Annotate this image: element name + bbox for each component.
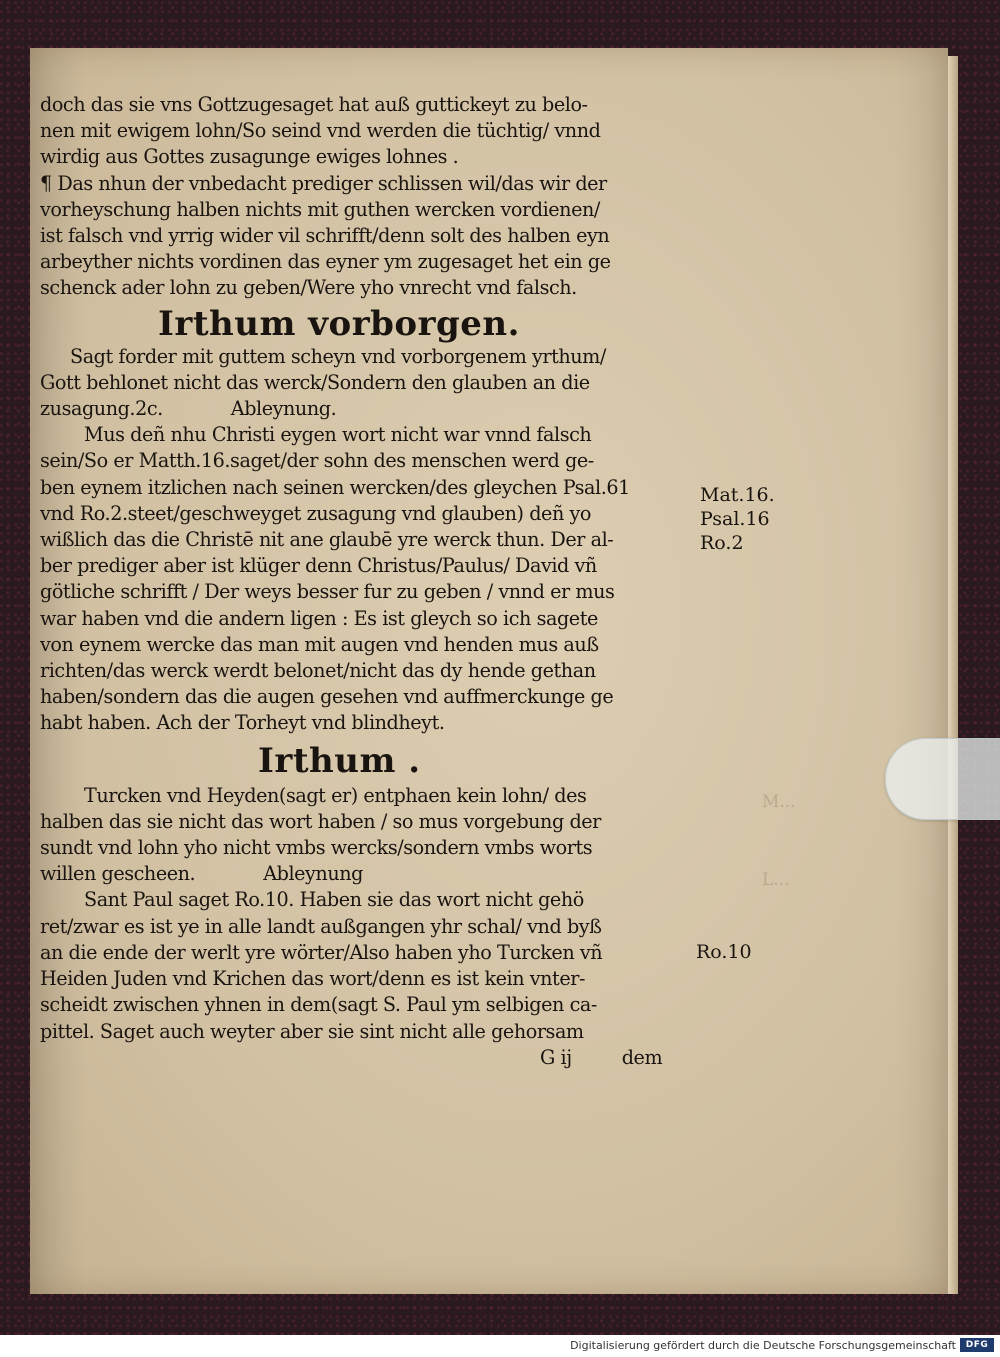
text-line: vnd Ro.2.steet/geschweyget zusagung vnd glauben) deñ yo	[40, 501, 591, 525]
text-line: götliche schrifft / Der weys besser fur zu geben / vnnd er mus	[40, 580, 615, 604]
text-line: Turcken vnd Heyden(sagt er) entphaen kein lohn/ des	[84, 783, 587, 807]
text-fragment: zusagung.2c.	[40, 397, 163, 421]
bleed-through-mark: M...	[762, 792, 796, 812]
section-heading: Irthum vorborgen.	[158, 303, 520, 344]
bleed-through-mark: L...	[762, 870, 790, 890]
text-line: Sagt forder mit guttem scheyn vnd vorborgenem yrthum/	[70, 344, 606, 368]
text-line: ret/zwar es ist ye in alle landt außgangen yhr schal/ vnd byß	[40, 914, 602, 938]
text-line: ¶ Das nhun der vnbedacht prediger schlissen wil/das wir der	[40, 171, 607, 195]
page-clip-tab	[885, 738, 1000, 820]
text-line: haben/sondern das die augen gesehen vnd auffmerckunge ge	[40, 685, 614, 709]
text-line: war haben vnd die andern ligen : Es ist gleych so ich sagete	[40, 606, 598, 630]
signature-mark: G ij	[540, 1045, 572, 1069]
text-line	[40, 396, 700, 422]
body-text	[40, 92, 700, 1071]
signature-line	[40, 1045, 700, 1071]
dfg-logo: DFG	[960, 1338, 994, 1352]
section-heading: Irthum .	[258, 740, 421, 781]
text-line: wirdig aus Gottes zusagunge ewiges lohnes .	[40, 145, 459, 169]
footer-bar	[0, 1335, 1000, 1357]
text-line: sein/So er Matth.16.saget/der sohn des menschen werd ge-	[40, 449, 594, 473]
text-line: halben das sie nicht das wort haben / so mus vorgebung der	[40, 809, 601, 833]
text-line: scheidt zwischen yhnen in dem(sagt S. Paul ym selbigen ca-	[40, 993, 597, 1017]
text-line: Heiden Juden vnd Krichen das wort/denn es ist kein vnter-	[40, 967, 585, 991]
text-fragment: willen gescheen.	[40, 862, 196, 886]
margin-note-line: Ro.2	[700, 532, 744, 554]
text-line: arbeyther nichts vordinen das eyner ym zugesaget het ein ge	[40, 250, 611, 274]
refutation-label: Ableynung	[263, 862, 363, 886]
margin-note: Ro.10	[696, 941, 752, 963]
text-line: habt haben. Ach der Torheyt vnd blindheyt.	[40, 711, 445, 735]
margin-note-line: Psal.16	[700, 508, 770, 530]
text-line: an die ende der werlt yre wörter/Also haben yho Turcken vñ	[40, 940, 603, 964]
text-line: wißlich das die Christē nit ane glaubē yre werck thun. Der al-	[40, 528, 614, 552]
margin-note-line: Mat.16.	[700, 484, 775, 506]
text-line: von eynem wercke das man mit augen vnd henden mus auß	[40, 632, 599, 656]
text-line: vorheyschung halben nichts mit guthen wercken vordienen/	[40, 197, 600, 221]
text-line: Sant Paul saget Ro.10. Haben sie das wort nicht gehö	[84, 888, 584, 912]
text-line: Mus deñ nhu Christi eygen wort nicht war vnnd falsch	[84, 423, 592, 447]
funding-credit: Digitalisierung gefördert durch die Deutsche Forschungsgemeinschaft	[570, 1339, 956, 1352]
catchword: dem	[621, 1045, 663, 1069]
text-line: sundt vnd lohn yho nicht vmbs wercks/sondern vmbs worts	[40, 836, 593, 860]
refutation-label: Ableynung.	[230, 397, 337, 421]
text-line: ist falsch vnd yrrig wider vil schrifft/denn solt des halben eyn	[40, 224, 610, 248]
text-line	[40, 861, 700, 887]
text-line: schenck ader lohn zu geben/Were yho vnrecht vnd falsch.	[40, 276, 577, 300]
text-line: nen mit ewigem lohn/So seind vnd werden die tüchtig/ vnnd	[40, 119, 601, 143]
text-line: richten/das werck werdt belonet/nicht das dy hende gethan	[40, 659, 596, 683]
text-line: doch das sie vns Gottzugesaget hat auß guttickeyt zu belo-	[40, 93, 588, 116]
text-line: ben eynem itzlichen nach seinen wercken/des gleychen Psal.61	[40, 475, 630, 499]
margin-note	[700, 483, 775, 555]
text-line: ber prediger aber ist klüger denn Christus/Paulus/ David vñ	[40, 554, 597, 578]
text-line: Gott behlonet nicht das werck/Sondern den glauben an die	[40, 370, 590, 394]
text-line: pittel. Saget auch weyter aber sie sint nicht alle gehorsam	[40, 1019, 584, 1043]
